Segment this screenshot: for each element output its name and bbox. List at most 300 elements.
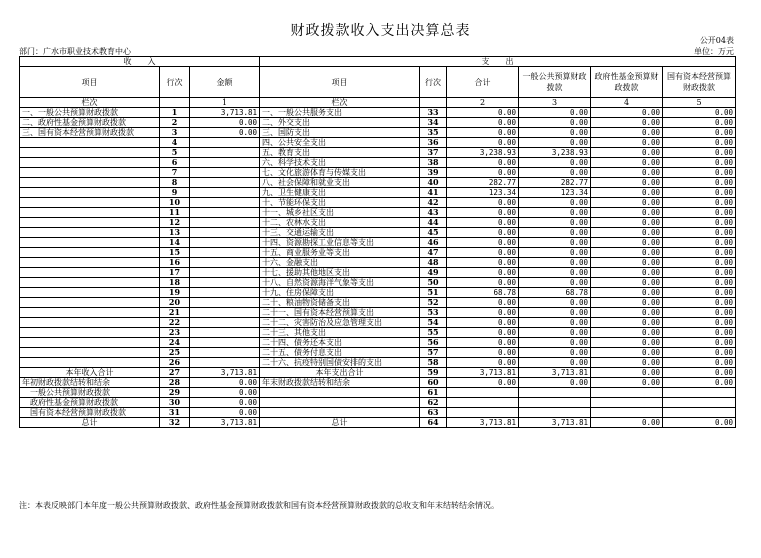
income-amount-cell — [190, 278, 260, 288]
expense-row-number: 61 — [420, 388, 447, 398]
income-item-cell: 政府性基金预算财政拨款 — [20, 398, 160, 408]
expense-general-cell: 0.00 — [519, 108, 591, 118]
expense-item-cell: 二十、粮油物资储备支出 — [260, 298, 420, 308]
expense-general-cell: 0.00 — [519, 228, 591, 238]
income-amount-cell: 0.00 — [190, 118, 260, 128]
income-item-cell: 二、政府性基金预算财政拨款 — [20, 118, 160, 128]
expense-row-number: 41 — [420, 188, 447, 198]
lanci-label-2: 栏次 — [260, 98, 420, 108]
expense-row-number: 46 — [420, 238, 447, 248]
expense-general-cell: 3,238.93 — [519, 148, 591, 158]
income-amount-cell — [190, 178, 260, 188]
table-row — [20, 308, 736, 318]
expense-general-cell: 0.00 — [519, 138, 591, 148]
income-amount-cell — [190, 358, 260, 368]
income-item-cell — [20, 258, 160, 268]
expense-general-cell: 0.00 — [519, 198, 591, 208]
table-row — [20, 248, 736, 258]
expense-item-cell — [260, 408, 420, 418]
expense-row-number: 44 — [420, 218, 447, 228]
income-amount-cell — [190, 138, 260, 148]
income-item-cell — [20, 348, 160, 358]
income-item-cell — [20, 278, 160, 288]
expense-total-cell: 0.00 — [447, 278, 519, 288]
expense-item-cell: 十一、城乡社区支出 — [260, 208, 420, 218]
income-item-cell — [20, 198, 160, 208]
income-row-number: 3 — [160, 128, 190, 138]
expense-row-number: 50 — [420, 278, 447, 288]
expense-fund-cell: 0.00 — [591, 228, 663, 238]
expense-state-cell: 0.00 — [663, 178, 736, 188]
expense-total-cell: 0.00 — [447, 258, 519, 268]
expense-state-cell: 0.00 — [663, 138, 736, 148]
income-amount-cell — [190, 288, 260, 298]
expense-total-cell: 0.00 — [447, 308, 519, 318]
expense-total-cell — [447, 408, 519, 418]
expense-general-cell: 3,713.81 — [519, 368, 591, 378]
expense-general-cell: 0.00 — [519, 318, 591, 328]
expense-item-cell: 二十六、抗疫特别国债安排的支出 — [260, 358, 420, 368]
expense-general-cell: 282.77 — [519, 178, 591, 188]
expense-total-cell: 123.34 — [447, 188, 519, 198]
expense-fund-cell: 0.00 — [591, 198, 663, 208]
income-amount-cell — [190, 328, 260, 338]
expense-general-cell: 0.00 — [519, 208, 591, 218]
income-amount-cell — [190, 188, 260, 198]
expense-total-cell: 3,238.93 — [447, 148, 519, 158]
col-header-state: 国有资本经营预算财政拨款 — [663, 67, 736, 98]
income-row-number: 11 — [160, 208, 190, 218]
expense-total-cell: 0.00 — [447, 248, 519, 258]
expense-item-cell: 三、国防支出 — [260, 128, 420, 138]
income-amount-cell — [190, 268, 260, 278]
expense-state-cell: 0.00 — [663, 118, 736, 128]
income-row-number: 16 — [160, 258, 190, 268]
expense-item-cell — [260, 398, 420, 408]
expense-total-cell: 0.00 — [447, 378, 519, 388]
income-row-number: 25 — [160, 348, 190, 358]
col-header-total: 合计 — [447, 67, 519, 98]
expense-row-number: 34 — [420, 118, 447, 128]
expense-row-number: 60 — [420, 378, 447, 388]
income-amount-cell: 3,713.81 — [190, 108, 260, 118]
footnote: 注：本表反映部门本年度一般公共预算财政拨款、政府性基金预算财政拨款和国有资本经营预算财政拨款的总收支和年末结转结余情况。 — [19, 501, 499, 510]
expense-state-cell: 0.00 — [663, 368, 736, 378]
income-amount-cell — [190, 218, 260, 228]
expense-item-cell: 六、科学技术支出 — [260, 158, 420, 168]
expense-row-number: 47 — [420, 248, 447, 258]
lanci-blank — [160, 98, 190, 108]
expense-total-cell: 0.00 — [447, 268, 519, 278]
expense-state-cell: 0.00 — [663, 318, 736, 328]
expense-fund-cell: 0.00 — [591, 368, 663, 378]
expense-general-cell: 0.00 — [519, 328, 591, 338]
expense-total-cell: 0.00 — [447, 108, 519, 118]
expense-fund-cell: 0.00 — [591, 178, 663, 188]
income-item-cell — [20, 328, 160, 338]
expense-total-cell: 282.77 — [447, 178, 519, 188]
expense-general-cell: 0.00 — [519, 158, 591, 168]
expense-row-number: 33 — [420, 108, 447, 118]
expense-general-cell: 0.00 — [519, 348, 591, 358]
expense-fund-cell: 0.00 — [591, 338, 663, 348]
expense-row-number: 35 — [420, 128, 447, 138]
column-header-row — [20, 67, 736, 98]
expense-state-cell: 0.00 — [663, 148, 736, 158]
expense-state-cell: 0.00 — [663, 378, 736, 388]
income-row-number: 29 — [160, 388, 190, 398]
expense-fund-cell: 0.00 — [591, 148, 663, 158]
income-amount-cell — [190, 258, 260, 268]
expense-general-cell: 0.00 — [519, 118, 591, 128]
expense-row-number: 38 — [420, 158, 447, 168]
expense-fund-cell: 0.00 — [591, 158, 663, 168]
income-row-number: 4 — [160, 138, 190, 148]
expense-general-cell: 0.00 — [519, 268, 591, 278]
expense-fund-cell: 0.00 — [591, 118, 663, 128]
expense-state-cell: 0.00 — [663, 278, 736, 288]
income-amount-cell — [190, 248, 260, 258]
department-label: 部门：广水市职业技术教育中心 — [19, 47, 131, 56]
expense-total-cell: 0.00 — [447, 298, 519, 308]
expense-state-cell: 0.00 — [663, 218, 736, 228]
expense-fund-cell: 0.00 — [591, 328, 663, 338]
expense-state-cell: 0.00 — [663, 128, 736, 138]
income-item-cell: 一、一般公共预算财政拨款 — [20, 108, 160, 118]
expense-state-cell: 0.00 — [663, 358, 736, 368]
expense-row-number: 58 — [420, 358, 447, 368]
col-header-row2: 行次 — [420, 67, 447, 98]
lanci-label: 栏次 — [20, 98, 160, 108]
col-header-fund: 政府性基金预算财政拨款 — [591, 67, 663, 98]
income-item-cell — [20, 288, 160, 298]
expense-item-cell: 七、文化旅游体育与传媒支出 — [260, 168, 420, 178]
col-header-general: 一般公共预算财政拨款 — [519, 67, 591, 98]
expense-row-number: 51 — [420, 288, 447, 298]
table-row — [20, 238, 736, 248]
income-row-number: 8 — [160, 178, 190, 188]
income-amount-cell: 0.00 — [190, 378, 260, 388]
expense-fund-cell: 0.00 — [591, 238, 663, 248]
expense-general-cell: 0.00 — [519, 238, 591, 248]
income-row-number: 28 — [160, 378, 190, 388]
income-group-header: 收 入 — [20, 57, 260, 67]
expense-item-cell: 二十五、债务付息支出 — [260, 348, 420, 358]
expense-item-cell: 二十四、债务还本支出 — [260, 338, 420, 348]
col-header-item: 项目 — [20, 67, 160, 98]
income-row-number: 32 — [160, 418, 190, 428]
column-index-row — [20, 98, 736, 108]
income-item-cell — [20, 248, 160, 258]
expense-row-number: 53 — [420, 308, 447, 318]
expense-total-cell: 0.00 — [447, 208, 519, 218]
expense-item-cell: 十六、金融支出 — [260, 258, 420, 268]
income-row-number: 7 — [160, 168, 190, 178]
expense-fund-cell — [591, 398, 663, 408]
expense-total-cell: 0.00 — [447, 128, 519, 138]
table-row — [20, 198, 736, 208]
income-item-cell — [20, 268, 160, 278]
expense-row-number: 56 — [420, 338, 447, 348]
expense-item-cell: 四、公共安全支出 — [260, 138, 420, 148]
expense-fund-cell — [591, 408, 663, 418]
expense-row-number: 55 — [420, 328, 447, 338]
expense-total-cell: 3,713.81 — [447, 418, 519, 428]
table-row — [20, 298, 736, 308]
expense-item-cell: 二十二、灾害防治及应急管理支出 — [260, 318, 420, 328]
expense-row-number: 39 — [420, 168, 447, 178]
expense-total-cell: 0.00 — [447, 228, 519, 238]
expense-item-cell: 十、节能环保支出 — [260, 198, 420, 208]
income-amount-cell — [190, 168, 260, 178]
expense-general-cell: 0.00 — [519, 358, 591, 368]
income-row-number: 21 — [160, 308, 190, 318]
expense-state-cell: 0.00 — [663, 258, 736, 268]
income-amount-cell — [190, 228, 260, 238]
table-row — [20, 288, 736, 298]
income-row-number: 17 — [160, 268, 190, 278]
expense-item-cell: 年末财政拨款结转和结余 — [260, 378, 420, 388]
income-item-cell — [20, 338, 160, 348]
income-item-cell — [20, 138, 160, 148]
income-row-number: 27 — [160, 368, 190, 378]
expense-row-number: 43 — [420, 208, 447, 218]
expense-total-cell: 0.00 — [447, 218, 519, 228]
expense-item-cell: 八、社会保障和就业支出 — [260, 178, 420, 188]
income-row-number: 10 — [160, 198, 190, 208]
lanci-blank-2 — [420, 98, 447, 108]
expense-fund-cell: 0.00 — [591, 278, 663, 288]
expense-item-cell: 二十一、国有资本经营预算支出 — [260, 308, 420, 318]
expense-item-cell: 五、教育支出 — [260, 148, 420, 158]
table-row — [20, 418, 736, 428]
table-row — [20, 338, 736, 348]
table-row — [20, 258, 736, 268]
table-row — [20, 218, 736, 228]
expense-fund-cell: 0.00 — [591, 418, 663, 428]
expense-row-number: 36 — [420, 138, 447, 148]
col-header-amount: 金额 — [190, 67, 260, 98]
expense-fund-cell: 0.00 — [591, 208, 663, 218]
income-amount-cell: 0.00 — [190, 398, 260, 408]
income-row-number: 6 — [160, 158, 190, 168]
table-row — [20, 118, 736, 128]
expense-general-cell: 0.00 — [519, 128, 591, 138]
expense-fund-cell: 0.00 — [591, 168, 663, 178]
income-amount-cell — [190, 338, 260, 348]
table-row — [20, 188, 736, 198]
income-amount-cell: 0.00 — [190, 128, 260, 138]
income-row-number: 13 — [160, 228, 190, 238]
income-item-cell: 国有资本经营预算财政拨款 — [20, 408, 160, 418]
expense-total-cell: 0.00 — [447, 328, 519, 338]
table-row — [20, 168, 736, 178]
expense-general-cell: 68.78 — [519, 288, 591, 298]
expense-general-cell: 0.00 — [519, 248, 591, 258]
income-row-number: 9 — [160, 188, 190, 198]
expense-total-cell: 0.00 — [447, 318, 519, 328]
income-item-cell — [20, 148, 160, 158]
expense-general-cell: 0.00 — [519, 278, 591, 288]
income-amount-cell — [190, 318, 260, 328]
income-item-cell: 总计 — [20, 418, 160, 428]
income-row-number: 14 — [160, 238, 190, 248]
expense-fund-cell: 0.00 — [591, 258, 663, 268]
expense-state-cell: 0.00 — [663, 308, 736, 318]
expense-general-cell — [519, 388, 591, 398]
expense-item-cell: 十二、农林水支出 — [260, 218, 420, 228]
income-amount-cell — [190, 158, 260, 168]
expense-item-cell: 十八、自然资源海洋气象等支出 — [260, 278, 420, 288]
income-amount-cell — [190, 348, 260, 358]
income-amount-cell — [190, 298, 260, 308]
expense-state-cell: 0.00 — [663, 298, 736, 308]
expense-general-cell: 0.00 — [519, 298, 591, 308]
income-item-cell: 一般公共预算财政拨款 — [20, 388, 160, 398]
income-amount-cell — [190, 208, 260, 218]
expense-state-cell: 0.00 — [663, 418, 736, 428]
income-row-number: 15 — [160, 248, 190, 258]
budget-table — [19, 56, 736, 428]
expense-row-number: 48 — [420, 258, 447, 268]
income-item-cell — [20, 228, 160, 238]
col-index-1: 1 — [190, 98, 260, 108]
table-row — [20, 388, 736, 398]
income-amount-cell — [190, 238, 260, 248]
table-row — [20, 368, 736, 378]
expense-state-cell — [663, 408, 736, 418]
expense-total-cell: 0.00 — [447, 358, 519, 368]
expense-state-cell: 0.00 — [663, 338, 736, 348]
table-row — [20, 148, 736, 158]
table-row — [20, 178, 736, 188]
income-item-cell — [20, 208, 160, 218]
table-row — [20, 278, 736, 288]
col-header-row: 行次 — [160, 67, 190, 98]
expense-total-cell: 0.00 — [447, 118, 519, 128]
income-row-number: 30 — [160, 398, 190, 408]
expense-general-cell — [519, 408, 591, 418]
table-row — [20, 158, 736, 168]
expense-fund-cell: 0.00 — [591, 378, 663, 388]
expense-general-cell: 3,713.81 — [519, 418, 591, 428]
table-row — [20, 328, 736, 338]
expense-item-cell: 本年支出合计 — [260, 368, 420, 378]
expense-item-cell: 九、卫生健康支出 — [260, 188, 420, 198]
income-item-cell — [20, 188, 160, 198]
income-amount-cell — [190, 308, 260, 318]
income-row-number: 31 — [160, 408, 190, 418]
table-row — [20, 128, 736, 138]
income-amount-cell: 0.00 — [190, 408, 260, 418]
expense-fund-cell: 0.00 — [591, 318, 663, 328]
income-item-cell: 三、国有资本经营预算财政拨款 — [20, 128, 160, 138]
table-row — [20, 138, 736, 148]
income-item-cell — [20, 218, 160, 228]
table-row — [20, 268, 736, 278]
income-amount-cell — [190, 148, 260, 158]
income-item-cell — [20, 358, 160, 368]
income-row-number: 22 — [160, 318, 190, 328]
expense-fund-cell: 0.00 — [591, 308, 663, 318]
expense-state-cell: 0.00 — [663, 198, 736, 208]
income-item-cell — [20, 178, 160, 188]
expense-item-cell: 十七、援助其他地区支出 — [260, 268, 420, 278]
expense-state-cell: 0.00 — [663, 328, 736, 338]
expense-state-cell — [663, 398, 736, 408]
expense-total-cell: 0.00 — [447, 338, 519, 348]
col-header-item2: 项目 — [260, 67, 420, 98]
expense-total-cell: 0.00 — [447, 138, 519, 148]
col-index-4: 4 — [591, 98, 663, 108]
expense-fund-cell: 0.00 — [591, 358, 663, 368]
income-row-number: 24 — [160, 338, 190, 348]
table-row — [20, 228, 736, 238]
expense-state-cell: 0.00 — [663, 158, 736, 168]
col-index-5: 5 — [663, 98, 736, 108]
expense-row-number: 40 — [420, 178, 447, 188]
income-item-cell — [20, 158, 160, 168]
table-row — [20, 378, 736, 388]
expense-item-cell — [260, 388, 420, 398]
expense-item-cell: 总计 — [260, 418, 420, 428]
expense-row-number: 59 — [420, 368, 447, 378]
expense-item-cell: 一、一般公共服务支出 — [260, 108, 420, 118]
income-row-number: 18 — [160, 278, 190, 288]
expense-general-cell: 0.00 — [519, 308, 591, 318]
expense-fund-cell: 0.00 — [591, 288, 663, 298]
income-amount-cell — [190, 198, 260, 208]
income-row-number: 1 — [160, 108, 190, 118]
expense-state-cell — [663, 388, 736, 398]
expense-item-cell: 十五、商业服务业等支出 — [260, 248, 420, 258]
expense-state-cell: 0.00 — [663, 348, 736, 358]
expense-general-cell: 0.00 — [519, 168, 591, 178]
expense-fund-cell: 0.00 — [591, 348, 663, 358]
table-row — [20, 358, 736, 368]
expense-fund-cell: 0.00 — [591, 188, 663, 198]
expense-total-cell: 0.00 — [447, 238, 519, 248]
expense-state-cell: 0.00 — [663, 108, 736, 118]
expense-general-cell: 123.34 — [519, 188, 591, 198]
expense-total-cell: 0.00 — [447, 198, 519, 208]
expense-total-cell: 3,713.81 — [447, 368, 519, 378]
expense-row-number: 42 — [420, 198, 447, 208]
expense-state-cell: 0.00 — [663, 248, 736, 258]
expense-state-cell: 0.00 — [663, 268, 736, 278]
expense-general-cell: 0.00 — [519, 258, 591, 268]
form-number: 公开04表 — [699, 36, 734, 45]
expense-row-number: 64 — [420, 418, 447, 428]
expense-fund-cell — [591, 388, 663, 398]
income-row-number: 26 — [160, 358, 190, 368]
expense-row-number: 49 — [420, 268, 447, 278]
expense-state-cell: 0.00 — [663, 238, 736, 248]
expense-state-cell: 0.00 — [663, 228, 736, 238]
expense-general-cell: 0.00 — [519, 218, 591, 228]
expense-row-number: 54 — [420, 318, 447, 328]
income-item-cell — [20, 308, 160, 318]
table-row — [20, 108, 736, 118]
expense-row-number: 37 — [420, 148, 447, 158]
expense-general-cell: 0.00 — [519, 378, 591, 388]
expense-item-cell: 二十三、其他支出 — [260, 328, 420, 338]
income-row-number: 19 — [160, 288, 190, 298]
expense-item-cell: 十三、交通运输支出 — [260, 228, 420, 238]
expense-fund-cell: 0.00 — [591, 248, 663, 258]
table-row — [20, 318, 736, 328]
expense-fund-cell: 0.00 — [591, 138, 663, 148]
